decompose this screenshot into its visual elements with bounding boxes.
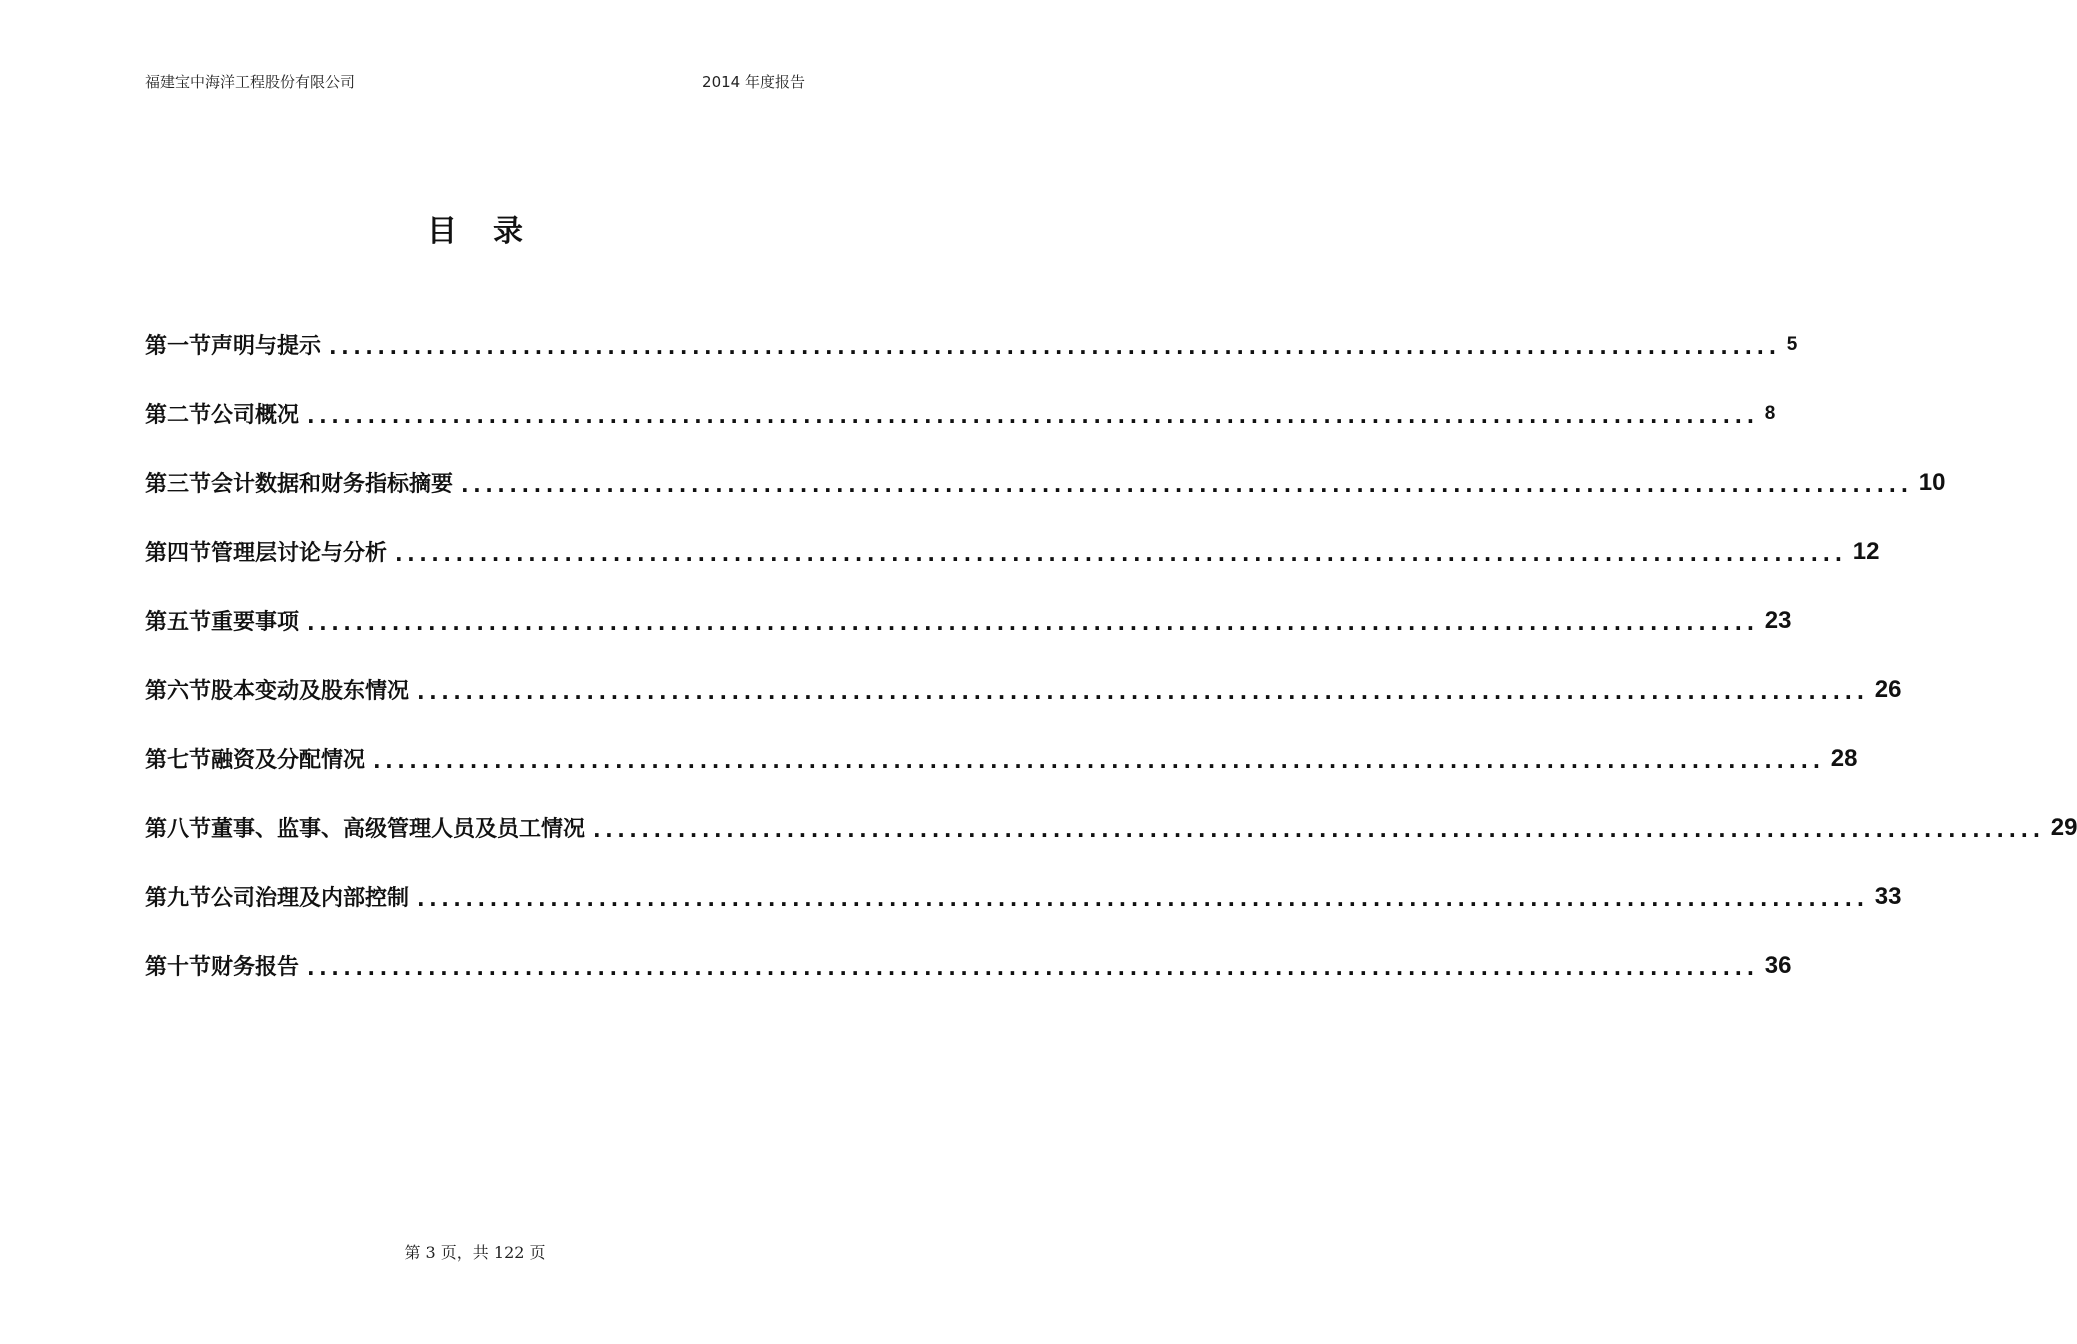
toc-entry[interactable] (145, 724, 1858, 793)
toc-entry[interactable] (145, 517, 1880, 586)
toc-leader-dots: ........................................................................................................................ (461, 472, 1913, 497)
toc-entry-label: 第八节董事、监事、高级管理人员及员工情况 (145, 817, 586, 842)
toc-leader-dots: ........................................................................................................................ (329, 334, 1781, 359)
toc-entry-label: 第五节重要事项 (145, 610, 300, 635)
toc-entry-label: 第一节声明与提示 (145, 334, 322, 359)
toc-entry-page: 23 (1764, 606, 1792, 634)
toc-entry-page: 10 (1918, 468, 1946, 496)
toc-entry[interactable] (145, 310, 1798, 379)
toc-entry-page: 12 (1852, 537, 1880, 565)
toc-entry-page: 5 (1786, 333, 1798, 355)
toc-leader-dots: ........................................................................................................................ (373, 748, 1825, 773)
toc-leader-dots: ........................................................................................................................ (307, 955, 1759, 980)
page-header (145, 66, 805, 92)
toc-entry-page: 26 (1874, 675, 1902, 703)
toc-entry[interactable] (145, 379, 1776, 448)
toc-entry[interactable] (145, 586, 1792, 655)
toc-entry-label: 第九节公司治理及内部控制 (145, 886, 410, 911)
toc-entry-page: 29 (2050, 813, 2077, 841)
toc-title: 目录 (427, 214, 559, 249)
toc-entry-page: 8 (1764, 402, 1776, 424)
toc-entry-label: 第七节融资及分配情况 (145, 748, 366, 773)
header-company-name: 福建宝中海洋工程股份有限公司 (145, 73, 356, 91)
toc-leader-dots: ........................................................................................................................ (395, 541, 1847, 566)
toc-leader-dots: ........................................................................................................................ (307, 403, 1759, 428)
toc-entry-label: 第二节公司概况 (145, 403, 300, 428)
toc-leader-dots: ........................................................................................................................ (417, 886, 1869, 911)
toc-leader-dots: ........................................................................................................................ (417, 679, 1869, 704)
page-footer: 第 3 页，共 122 页 (404, 1243, 546, 1262)
toc-entry-label: 第十节财务报告 (145, 955, 300, 980)
toc-entry-page: 33 (1874, 882, 1902, 910)
table-of-contents (145, 310, 2077, 1000)
toc-entry-label: 第六节股本变动及股东情况 (145, 679, 410, 704)
toc-entry[interactable] (145, 862, 1902, 931)
toc-leader-dots: ........................................................................................................................ (307, 610, 1759, 635)
toc-entry-label: 第三节会计数据和财务指标摘要 (145, 472, 454, 497)
toc-leader-dots: ........................................................................................................................ (593, 817, 2045, 842)
header-report-title: 2014 年度报告 (702, 73, 805, 91)
toc-entry-page: 28 (1830, 744, 1858, 772)
toc-entry-label: 第四节管理层讨论与分析 (145, 541, 388, 566)
toc-entry[interactable] (145, 931, 1792, 1000)
toc-entry[interactable] (145, 655, 1902, 724)
toc-entry-page: 36 (1764, 951, 1792, 979)
toc-entry[interactable] (145, 793, 2077, 862)
toc-entry[interactable] (145, 448, 1946, 517)
